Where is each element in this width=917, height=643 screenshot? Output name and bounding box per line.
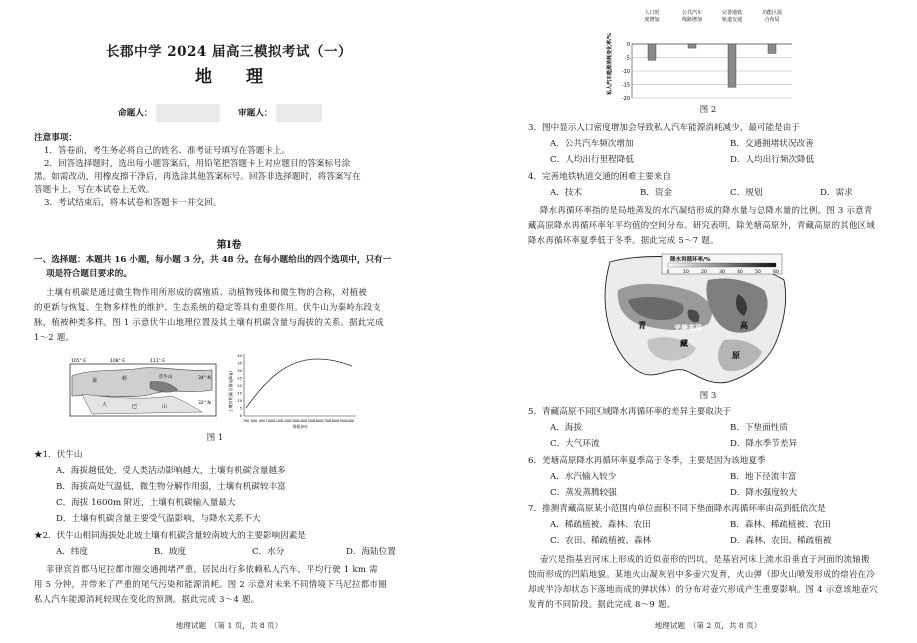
option-q1-a[interactable]: A．海拔越低处，受人类活动影响越大，土壤有机碳含量越多 [56,466,286,476]
passage-line: 壶穴是指基岩河床上形成的近似壶形的凹坑，是基岩河床上流水沿垂直于河面的流轴搬 [540,554,870,564]
fig2-ytick: -10 [621,68,630,75]
map-label: 青 [638,321,646,330]
passage-line: 蚀而形成的凹陷地貌。某地火山凝灰岩中多壶穴发育，火山弹（即火山喷发形成的熔岩在冷 [528,569,875,579]
fig2-caption: 图 2 [699,105,717,115]
chart-xtick: 800 [250,419,258,423]
option-q3-c[interactable]: C．人均出行里程降低 [550,155,634,165]
fig3-caption: 图 3 [699,391,717,401]
chart-xtick: 900 [258,419,266,423]
fig3-legend-title: 降水再循环率/% [670,257,711,263]
chart-xtick: 1300 [289,419,299,423]
fig1-carbon-chart [226,350,366,430]
chart-ytick: 5 [239,406,242,411]
option-q7-b[interactable]: B．森林、稀疏植被、农田 [730,520,831,530]
option-q1-c[interactable]: C．海拔 1600m 附近，土壤有机碳输入量最大 [56,498,236,508]
chart-ytick: 20 [237,384,242,388]
chart-ytick: 10 [237,399,242,403]
passage-line: 菲律宾首都马尼拉都市圈交通拥堵严重，居民出行多依赖私人汽车，平均行驶 1 km 需 [46,564,378,574]
fig3-recycling-map [588,250,794,392]
map-lon-label: 108° E [110,359,126,364]
fig3-legend-tick: 30 [719,270,725,275]
option-q3-a[interactable]: A．公共汽车频次增加 [550,139,634,149]
passage-line: 降水再循环率指的是局地蒸发的水汽凝结形成的降水量与总降水量的比例。图 3 示意青 [540,205,873,215]
option-q7-d[interactable]: D．森林、农田、稀疏植被 [730,536,832,546]
option-q5-a[interactable]: A．海拔 [550,423,582,433]
option-q2-c[interactable]: C．水分 [252,547,285,557]
chart-ytick: 30 [237,369,242,373]
chart-ytick: 25 [237,376,242,381]
passage-line: 发育的不同阶段。据此完成 8～9 题。 [528,599,676,609]
chart-xtick: 1500 [305,419,315,423]
question-stem: 7．推测青藏高原某小范围内单位面积不同下垫面降水再循环率由高到低依次是 [528,504,826,514]
map-label: 山 [162,404,168,410]
chart-xtick: 1000 [265,419,275,423]
option-q4-b[interactable]: B．资金 [640,188,673,198]
map-lat-label: 32° N [198,401,211,406]
map-lat-label: 34° N [198,376,211,381]
passage-line: 1～2 题。 [34,332,75,342]
option-q6-a[interactable]: A．水汽输入较少 [550,472,617,482]
chart-ytick: 15 [237,391,242,396]
option-q4-d[interactable]: D．需求 [820,188,853,198]
option-q6-d[interactable]: D．降水强度较大 [730,488,798,498]
option-q3-d[interactable]: D．人均出行频次降低 [730,155,815,165]
passage-line: 用 5 分钟，并带来了严重的尾气污染和能源消耗。图 2 示意对未来不同情境下马尼拉都市圈 [34,579,387,589]
left-page [0,0,458,643]
option-q2-d[interactable]: D．海陆位置 [346,547,396,557]
notice-line: 1．答卷前，考生务必将自己的姓名、准考证号填写在答题卡上。 [44,146,291,156]
chart-xtick: 1600 [313,419,323,423]
chart-xtick: 700 [242,419,250,423]
right-page [458,0,917,643]
map-label: 巴 [132,404,138,410]
passage-line: 却或半冷却状态下落地而成的弹状体）的分布对壶穴形成产生重要影响。图 4 示意该地壶穴 [528,584,878,594]
notice-heading: 注意事项： [34,133,77,143]
passage-line: 土壤有机碳是通过微生物作用所形成的腐殖质、动植物残体和微生物的合称，对植被 [46,287,367,297]
chart-xtick: 1800 [329,419,339,423]
question-stem: 5．青藏高原不同区域降水再循环率的差异主要取决于 [528,407,732,417]
chart-xlabel: 海拔(m) [292,424,308,429]
fig1-caption: 图 1 [206,433,224,443]
chart-xtick: 1200 [281,419,291,423]
fig2-ytick: -15 [621,82,630,89]
reviewer-field [238,104,322,122]
fig2-bar-chart [598,2,798,106]
chart-ylabel: 土壤有机碳含量(g/kg) [228,371,233,413]
option-q7-c[interactable]: C．农田、稀疏植被、森林 [550,536,652,546]
chart-xtick: 1900 [337,419,347,423]
section-title: 第Ⅰ卷 [216,240,242,251]
fig3-legend-tick: 40 [737,270,743,275]
setter-name-box [156,104,220,122]
reviewer-label: 审题人： [238,108,273,119]
option-q4-a[interactable]: A．技术 [550,188,582,198]
fig3-legend-tick: 50 [755,270,761,275]
fig2-ytick: -20 [621,95,630,102]
question-stem: 3．图中显示人口密度增加会导致私人汽车能源消耗减少，最可能是由于 [528,123,800,133]
chart-ytick: 40 [237,354,242,358]
fig2-category-label: 完善地铁 [721,10,743,16]
fig2-bar [728,44,736,87]
subject-title: 地 理 [195,67,277,87]
fig2-category-label: 轨道交通 [721,17,743,23]
option-q5-b[interactable]: B．下垫面性质 [730,423,788,433]
option-q5-d[interactable]: D．降水季节差异 [730,439,798,449]
chart-xtick: 1100 [273,419,283,423]
chart-xtick: 1400 [297,419,307,423]
passage-line: 的更新与恢复、生物多样性的维护、生态系统的稳定等具有重要作用。伏牛山为秦岭东段支 [34,302,381,312]
notice-line: 2．回答选择题时，选出每小题答案后，用铅笔把答题卡上对应题目的答案标号涂 [44,159,351,169]
option-q3-b[interactable]: B．交通拥堵状况改善 [730,139,814,149]
passage-line: 降水再循环率夏季低于冬季。据此完成 5～7 题。 [528,235,719,245]
map-label: 藏 [680,339,688,348]
chart-xtick: 1700 [321,419,331,423]
fig2-ytick: 0 [626,41,630,48]
page-footer: 地理试题 （第 1 页，共 8 页） [175,621,283,630]
fig2-ylabel: 私人汽车能源消耗变化率/% [607,33,613,95]
map-lon-label: 105° E [71,359,87,364]
map-label: 秦 [92,378,98,384]
fig3-legend-tick: 20 [701,270,707,275]
map-label: 原 [732,351,740,360]
fig2-category-label: 人口密 [644,10,660,16]
section-intro: 项是符合题目要求的。 [46,269,132,279]
map-lon-label: 111° E [150,359,166,364]
map-label: 大 [102,402,108,408]
passage-line: 脉，植被种类多样。图 1 示意伏牛山地理位置及其土壤有机碳含量与海拔的关系。据此完成 [34,317,384,327]
notice-line: 答题卡上，写在本试卷上无效。 [34,185,155,195]
setter-label: 命题人： [118,108,153,119]
map-label: 羌塘高原 [674,324,702,332]
setter-field [118,104,220,122]
option-q4-c[interactable]: C．规划 [730,188,763,198]
option-q2-a[interactable]: A．纬度 [56,547,88,557]
carbon-curve [246,359,352,408]
chart-xtick: 2000 [345,419,355,423]
map-label: 伏牛山 [159,375,173,380]
passage-line: 私人汽车能源消耗较现在变化的预测。据此完成 3～4 题。 [34,594,260,604]
question-stem: 6．羌塘高原降水再循环率夏季高于冬季，主要是因为该地夏季 [528,456,766,466]
reviewer-name-box [276,104,322,122]
fig2-bar [768,44,776,53]
option-q6-c[interactable]: C．蒸发蒸腾较强 [550,488,617,498]
fig2-category-label: 线路增加 [681,17,703,23]
chart-ytick: 35 [237,361,242,366]
option-q2-b[interactable]: B．坡度 [154,547,187,557]
map-label: 高 [740,321,748,330]
option-q5-c[interactable]: C．大气环流 [550,439,600,449]
fig2-category-label: 合布局 [764,17,780,23]
page-footer: 地理试题 （第 2 页，共 8 页） [654,621,762,630]
fig3-legend-tick: 0 [666,270,670,275]
question-stem: ★1．伏牛山 [34,450,83,460]
fig2-bar [688,44,696,48]
fig2-category-label: 度增加 [644,17,660,23]
option-q1-b[interactable]: B．海拔高处气温低，微生物分解作用弱，土壤有机碳较丰富 [56,482,286,492]
passage-line: 藏高原降水再循环率年平均值的空间分布。研究表明，除羌塘高原外，青藏高原的其他区域 [528,220,875,230]
map-label: 岭 [122,376,128,382]
option-q6-b[interactable]: B．地下径流丰富 [730,472,797,482]
chart-ytick: 0 [239,414,242,418]
section-intro: 一、选择题：本题共 16 小题，每小题 3 分，共 48 分。在每小题给出的四个选项中，只有一 [34,255,392,265]
notice-line: 黑。如需改动，用橡皮擦干净后，再选涂其他答案标号。回答非选择题时，将答案写在 [34,172,361,182]
exam-title: 长郡中学 2024 届高三模拟考试（一） [106,44,352,60]
option-q1-d[interactable]: D．土壤有机碳含量主要受气温影响，与降水关系不大 [56,514,261,524]
question-stem: 4．完善地铁轨道交通的困难主要来自 [528,172,671,182]
fig2-bar [648,44,656,60]
fig3-legend-tick: 10 [683,270,689,275]
fig2-ytick: -5 [625,55,630,62]
question-stem: ★2．伏牛山相同海拔处北坡土壤有机碳含量较南坡大的主要影响因素是 [34,531,306,541]
option-q7-a[interactable]: A．稀疏植被、森林、农田 [550,520,651,530]
fig3-legend-tick: 60 [773,270,779,275]
fig1-location-map [62,354,222,422]
fig2-category-label: 公共汽车 [681,10,703,16]
notice-line: 3．考试结束后，将本试卷和答题卡一并交回。 [44,198,222,208]
fig2-category-label: 功能区混 [761,10,783,16]
